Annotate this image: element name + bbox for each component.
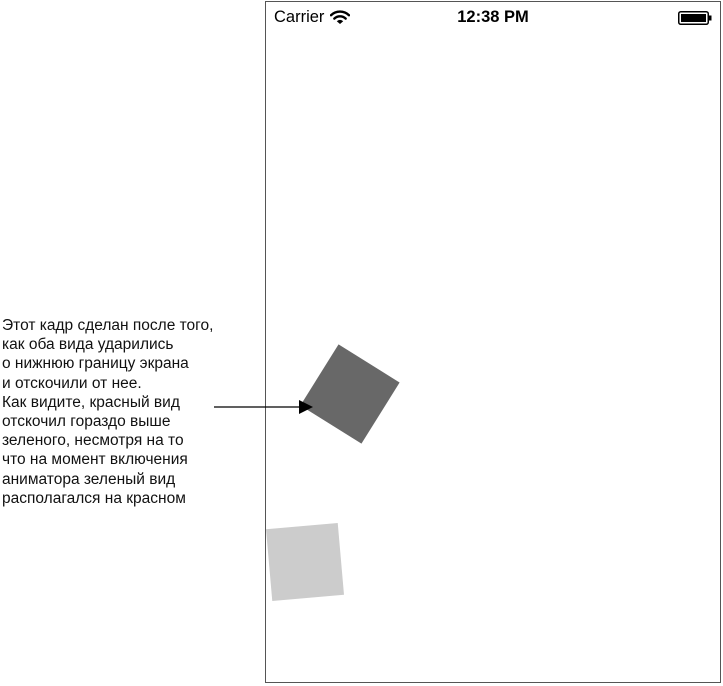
annotation-line: аниматора зеленый вид — [2, 470, 176, 488]
annotation-line: о нижнюю границу экрана — [2, 355, 189, 373]
carrier-label: Carrier — [274, 8, 325, 26]
annotation-line: зеленого, несмотря на то — [2, 432, 184, 450]
annotation-line: отскочил гораздо выше — [2, 413, 171, 431]
annotation-line: как оба вида ударились — [2, 336, 174, 354]
red-view — [300, 344, 399, 443]
green-view — [266, 523, 344, 601]
annotation-line: Как видите, красный вид — [2, 393, 180, 411]
annotation-line: что на момент включения — [2, 451, 188, 469]
phone-screen — [265, 1, 721, 683]
battery-icon — [678, 11, 712, 25]
status-time: 12:38 PM — [457, 8, 529, 26]
annotation-line: располагался на красном — [2, 489, 186, 507]
annotation-line: и отскочили от нее. — [2, 374, 142, 392]
status-bar — [266, 2, 720, 32]
annotation-line: Этот кадр сделан после того, — [2, 317, 214, 334]
annotation-text — [2, 316, 252, 508]
